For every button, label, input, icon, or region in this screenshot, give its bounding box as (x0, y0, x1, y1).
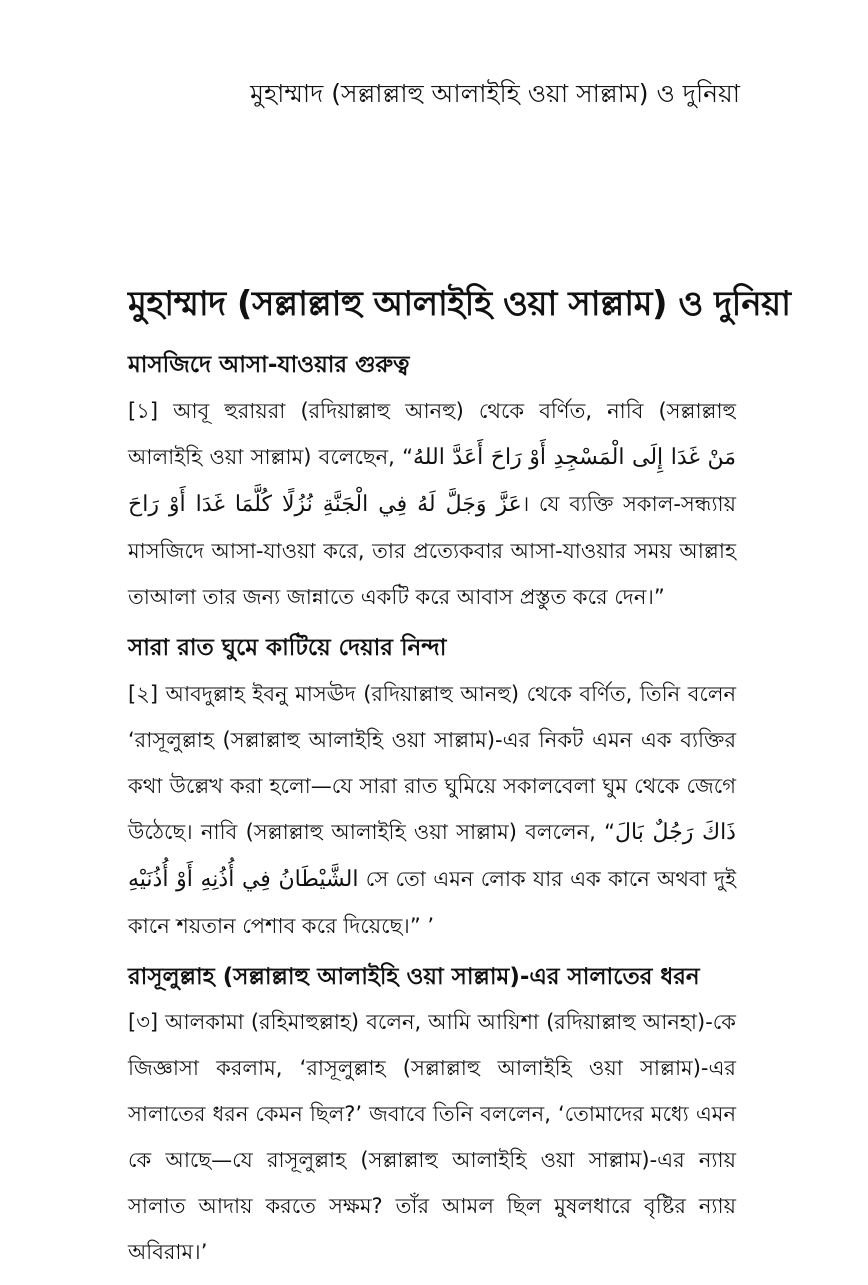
section-heading: মাসজিদে আসা-যাওয়ার গুরুত্ব (128, 352, 410, 378)
arabic-quote: ذَاكَ رَجُلٌ بَالَ الشَّيْطَانُ فِي أُذُنِهِ أَوْ أُذُنَيْهِ (128, 819, 736, 892)
hadith-paragraph (128, 671, 736, 949)
hadith-text: [১] আবূ হুরায়রা (রদিয়াল্লাহু আনহু) থেকে বর্ণিত, নাবি (সল্লাল্লাহু আলাইহি ওয়া সাল্লাম) বলেছেন, “ (128, 398, 736, 469)
hadith-text: [২] আবদুল্লাহ ইবনু মাসঊদ (রদিয়াল্লাহু আনহু) থেকে বর্ণিত, তিনি বলেন ‘রাসূলুল্লাহ (সল্লাল্লাহু আলাইহি ওয়া সাল্লাম)-এর নিকট এমন এক ব্যক্তির কথা উল্লেখ করা হলো—যে সারা রাত ঘুমিয়ে সকালবেলা ঘুম থেকে জেগে উঠেছে। নাবি (সল্লাল্লাহু আলাইহি ওয়া সাল্লাম) বললেন, “ (128, 681, 736, 844)
hadith-text: [৩] আলকামা (রহিমাহুল্লাহ) বলেন, আমি আয়িশা (রদিয়াল্লাহু আনহা)-কে জিজ্ঞাসা করলাম, ‘রাসূলুল্লাহ (সল্লাল্লাহু আলাইহি ওয়া সাল্লাম)-এর সালাতের ধরন কেমন ছিল?’ জবাবে তিনি বললেন, ‘তোমাদের মধ্যে এমন কে আছে—যে রাসূলুল্লাহ (সল্লাল্লাহু আলাইহি ওয়া সাল্লাম)-এর ন্যায় সালাত আদায় করতে সক্ষম? তাঁর আমল ছিল মুষলধারে বৃষ্টির ন্যায় অবিরাম।’ (128, 1010, 736, 1265)
arabic-quote: مَنْ غَدَا إِلَى الْمَسْجِدِ أَوْ رَاحَ أَعَدَّ اللهُ عَزَّ وَجَلَّ لَهُ فِي الْجَنَّةِ نُزُلًا كُلَّمَا غَدَا أَوْ رَاحَ (128, 444, 736, 517)
hadith-translation: সে তো এমন লোক যার এক কানে অথবা দুই কানে শয়তান পেশাব করে দিয়েছে।” ’ (128, 866, 737, 938)
section-heading: রাসূলুল্লাহ (সল্লাল্লাহু আলাইহি ওয়া সাল্লাম)-এর সালাতের ধরন (128, 963, 700, 990)
hadith-translation: । যে ব্যক্তি সকাল-সন্ধ্যায় মাসজিদে আসা-যাওয়া করে, তার প্রত্যেকবার আসা-যাওয়ার সময় আল্লাহ তাআলা তার জন্য জান্নাতে একটি করে আবাস প্রস্তুত করে দেন।” (128, 491, 736, 609)
section-prayer-manner (128, 959, 736, 1276)
hadith-paragraph (128, 388, 736, 620)
page-body (128, 278, 791, 1285)
chapter-title: মুহাম্মাদ (সল্লাল্লাহু আলাইহি ওয়া সাল্লাম) ও দুনিয়া (128, 284, 791, 324)
hadith-paragraph (128, 999, 736, 1275)
section-heading: সারা রাত ঘুমে কাটিয়ে দেয়ার নিন্দা (128, 634, 447, 661)
section-sleeping-night (128, 630, 736, 949)
section-mosque-visits (128, 347, 736, 620)
running-header: মুহাম্মাদ (সল্লাল্লাহু আলাইহি ওয়া সাল্লাম) ও দুনিয়া (250, 79, 740, 108)
